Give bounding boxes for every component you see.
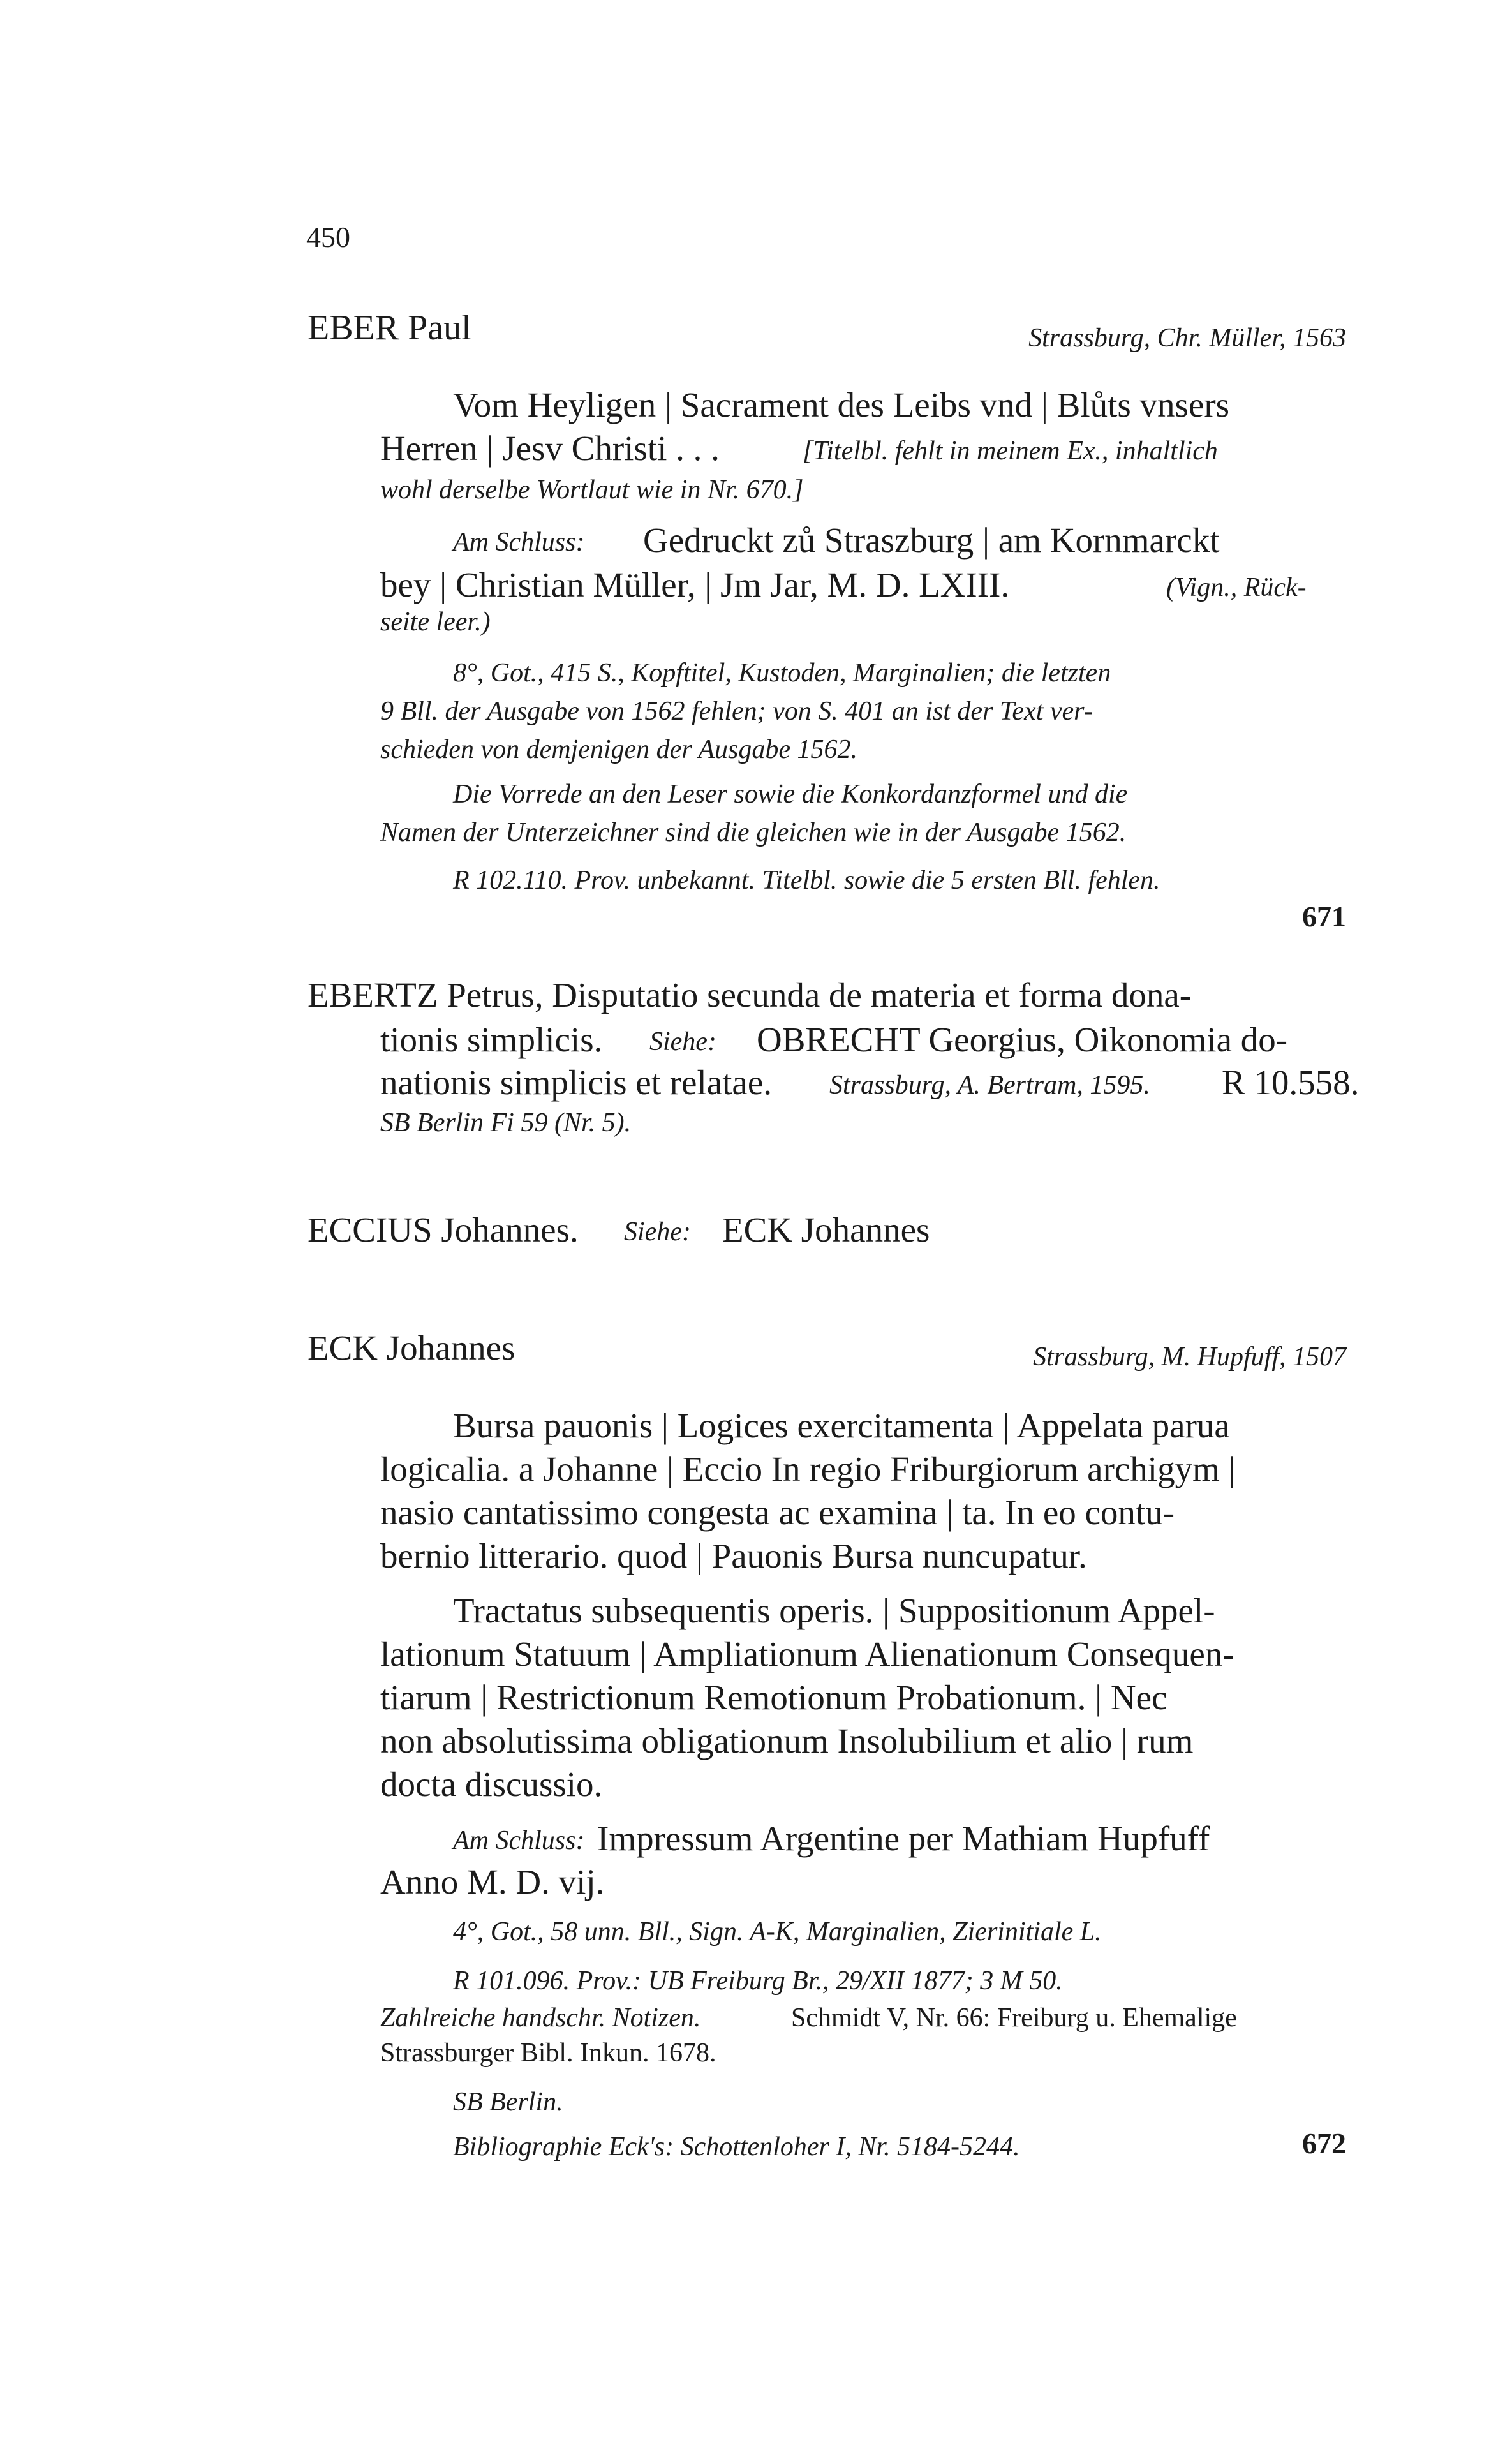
title-line: Bursa pauonis | Logices exercitamenta | Appelata parua bbox=[453, 1406, 1230, 1445]
collation-line: 9 Bll. der Ausgabe von 1562 fehlen; von S. 401 an ist der Text ver- bbox=[380, 697, 1093, 726]
colophon-line: bey | Christian Müller, | Jm Jar, M. D. LXIII. bbox=[380, 565, 1010, 604]
see-target: OBRECHT Georgius, Oikonomia do- bbox=[757, 1020, 1288, 1059]
entry-text-line: tionis simplicis. bbox=[380, 1020, 603, 1059]
entry-imprint: Strassburg, A. Bertram, 1595. bbox=[829, 1071, 1150, 1100]
bibliography: Bibliographie Eck's: Schottenloher I, Nr. 5184-5244. bbox=[453, 2132, 1020, 2162]
provenance-line: R 101.096. Prov.: UB Freiburg Br., 29/XII 1877; 3 M 50. bbox=[453, 1966, 1063, 1996]
entry-text-line: EBERTZ Petrus, Disputatio secunda de materia et forma dona- bbox=[308, 975, 1192, 1014]
title2-line: lationum Statuum | Ampliationum Alienationum Consequen- bbox=[380, 1635, 1234, 1673]
title2-line: docta discussio. bbox=[380, 1765, 603, 1804]
entry-heading: EBER Paul bbox=[308, 308, 471, 348]
see-label: Siehe: bbox=[649, 1027, 716, 1057]
provenance-line: Zahlreiche handschr. Notizen. bbox=[380, 2003, 701, 2033]
location: SB Berlin Fi 59 (Nr. 5). bbox=[380, 1108, 632, 1138]
entry-heading: ECK Johannes bbox=[308, 1328, 515, 1367]
title-line: Herren | Jesv Christi . . . bbox=[380, 429, 720, 468]
provenance-line: Strassburger Bibl. Inkun. 1678. bbox=[380, 2038, 716, 2068]
title-bracket-note: [Titelbl. fehlt in meinem Ex., inhaltlich bbox=[803, 436, 1218, 466]
title-line: bernio litterario. quod | Pauonis Bursa nuncupatur. bbox=[380, 1536, 1087, 1575]
collation: 4°, Got., 58 unn. Bll., Sign. A-K, Marginalien, Zierinitiale L. bbox=[453, 1917, 1102, 1947]
collation-line: 8°, Got., 415 S., Kopftitel, Kustoden, Marginalien; die letzten bbox=[453, 658, 1111, 688]
see-target: ECK Johannes bbox=[722, 1210, 930, 1249]
location: SB Berlin. bbox=[453, 2088, 563, 2117]
title2-line: tiarum | Restrictionum Remotionum Probationum. | Nec bbox=[380, 1678, 1167, 1717]
colophon-line: Gedruckt zů Straszburg | am Kornmarckt bbox=[643, 521, 1220, 560]
title2-line: non absolutissima obligationum Insolubilium et alio | rum bbox=[380, 1721, 1194, 1760]
colophon-line: Anno M. D. vij. bbox=[380, 1862, 605, 1901]
note-line: Namen der Unterzeichner sind die gleichen wie in der Ausgabe 1562. bbox=[380, 818, 1127, 847]
entry-imprint: Strassburg, M. Hupfuff, 1507 bbox=[1033, 1342, 1346, 1372]
title-line: logicalia. a Johanne | Eccio In regio Friburgiorum archigym | bbox=[380, 1450, 1236, 1488]
colophon-note: seite leer.) bbox=[380, 607, 491, 637]
see-label: Siehe: bbox=[624, 1217, 691, 1247]
colophon-label: Am Schluss: bbox=[453, 1826, 585, 1855]
provenance: R 102.110. Prov. unbekannt. Titelbl. sowie die 5 ersten Bll. fehlen. bbox=[453, 866, 1160, 895]
collation-line: schieden von demjenigen der Ausgabe 1562. bbox=[380, 735, 858, 764]
entry-imprint: Strassburg, Chr. Müller, 1563 bbox=[1028, 323, 1346, 353]
provenance-line: Schmidt V, Nr. 66: Freiburg u. Ehemalige bbox=[791, 2003, 1237, 2033]
title-line: Vom Heyligen | Sacrament des Leibs vnd | Blůts vnsers bbox=[453, 385, 1230, 424]
title-line: nasio cantatissimo congesta ac examina | ta. In eo contu- bbox=[380, 1493, 1175, 1532]
colophon-line: Impressum Argentine per Mathiam Hupfuff bbox=[597, 1819, 1210, 1858]
page-number: 450 bbox=[306, 221, 350, 253]
colophon-label: Am Schluss: bbox=[453, 528, 585, 557]
title2-line: Tractatus subsequentis operis. | Suppositionum Appel- bbox=[453, 1591, 1215, 1630]
title-bracket-note: wohl derselbe Wortlaut wie in Nr. 670.] bbox=[380, 475, 804, 505]
entry-number: 672 bbox=[1302, 2127, 1346, 2160]
call-number: R 10.558. bbox=[1222, 1063, 1360, 1102]
note-line: Die Vorrede an den Leser sowie die Konkordanzformel und die bbox=[453, 780, 1128, 809]
colophon-note: (Vign., Rück- bbox=[1166, 573, 1307, 602]
entry-text-line: nationis simplicis et relatae. bbox=[380, 1063, 772, 1102]
entry-heading: ECCIUS Johannes. bbox=[308, 1210, 579, 1249]
entry-number: 671 bbox=[1302, 900, 1346, 933]
